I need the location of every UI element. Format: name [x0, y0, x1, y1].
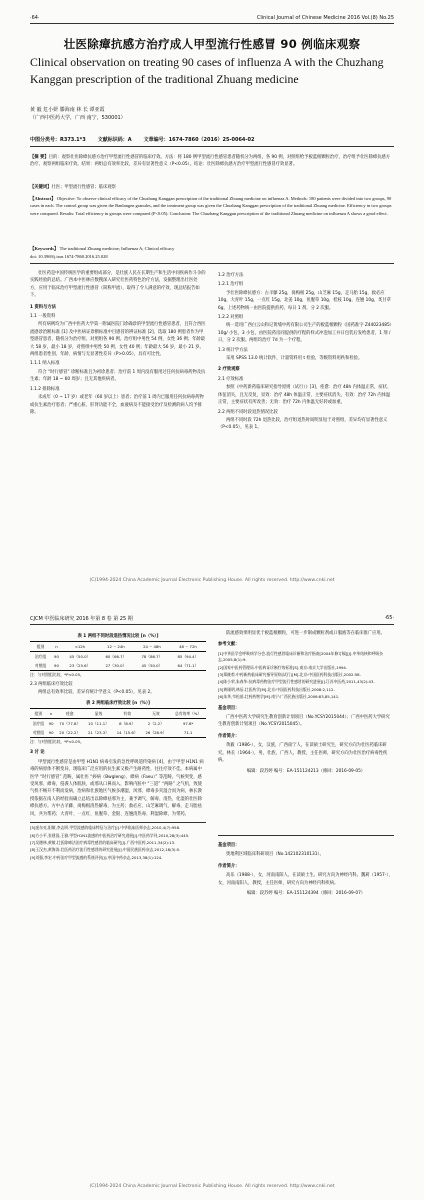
reference-item: [6]方小平,张建国,王雅.甲型H1N1流感的中医药治疗研究进展[J].中医药学刊,2010,28(3):445.	[30, 832, 190, 838]
references-list	[218, 651, 394, 701]
table-cell: 85（94.4）	[177, 654, 199, 660]
right-column	[218, 270, 394, 433]
table-header-cell: 组别	[36, 644, 45, 650]
author-title: 作者简介：	[218, 733, 240, 739]
fund-title: 基金项目：	[218, 705, 240, 711]
table-header-cell: 48 ~ 72h	[179, 644, 197, 650]
editor-line: 编辑：段苏婷 编号：EA-151124394（修回：2016-09-07）	[246, 890, 366, 896]
table-cell: 90	[54, 663, 59, 669]
table-cell: 45（50.0）	[141, 663, 163, 669]
table-cell: 8（8.9）	[119, 720, 136, 726]
reference-item: [5]庞东亮,阳敏,李志明.甲型流感的临床特征与治疗[J].中华临床医师杂志,2010,4(7):958.	[30, 825, 181, 831]
table-cell: 64（71.1）	[177, 663, 199, 669]
table-cell: 23（25.6）	[69, 663, 91, 669]
table-header-row	[30, 642, 206, 652]
reference-item: [1]中华医学会呼吸病学分会.流行性感冒临床诊断和治疗指南[2004年修订稿][J].中华结核和呼吸杂志,2005,8(1):9.	[218, 650, 383, 663]
header-journal: CJCM 中医临床研究 2016 年第 8 卷 第 25 期	[30, 616, 133, 622]
body-paragraph: 未成年（0 ~ 17 岁）或老年（60 岁以上）患者；治疗前 1 周内已服用任何抗病毒药物或抗生素治疗患者；严重心脏、肝肾功能不全、血液病及不能接受治疗及检测的病人均予排除。	[30, 395, 204, 415]
body-paragraph: 两组不同时段 72h 退热比较，治疗组退热时间明显短于对照组，差异均有显著性意义（P<0.05），见表 1。	[218, 417, 388, 431]
table-header-cell: 组别	[34, 710, 43, 716]
fund-text: 奥地利区域临床科研项目（No.142102310131）。	[226, 852, 324, 858]
table-cell: 71.1	[183, 729, 193, 735]
subsection-heading: 1.1 一般资料	[30, 314, 56, 320]
title-english: Clinical observation on treating 90 cases of influenza A with the Chuzhang Kanggan prescription of the traditional Zhuang medicine	[30, 55, 384, 86]
table-cell: 45（50.0）	[69, 654, 91, 660]
table2	[30, 708, 206, 738]
table-header-cell: 12 ~ 24h	[107, 644, 125, 650]
subsection-heading: 1.2.2 对照组	[218, 315, 244, 321]
abstract-english	[30, 195, 394, 217]
table-cell: 26（28.9）	[145, 729, 167, 735]
subsection-heading: 1.1.1 纳入标准	[30, 361, 60, 367]
section-heading: 3 讨 论	[30, 750, 45, 756]
table-cell: 对照组	[32, 729, 45, 735]
table-cell: 治疗组	[32, 720, 45, 726]
second-article-tail	[218, 835, 394, 897]
table-header-cell: 痊愈	[65, 710, 74, 716]
page-2	[0, 600, 424, 1200]
table-cell: 70（77.8）	[59, 720, 81, 726]
abstract-cn-text: 目的：观察壮医除瘴抗感方治疗甲型流行性感冒的临床疗效。方法：将 180 例甲型流行性感冒患者随机分为两组，各 90 例，对照组给予板蓝根颗粒治疗，治疗组予壮医除瘴抗感方治疗。观察两组临床疗效。结果：两组总有效率比较，差异有显著性意义（P<0.05）。结论：壮医除瘴抗感方治疗甲型流行性感冒疗效显著。	[30, 155, 391, 168]
references-continued	[30, 822, 206, 861]
abstract-chinese	[30, 154, 394, 169]
table-cell: 60（66.7）	[105, 654, 127, 660]
table-row	[30, 719, 206, 729]
body-paragraph: 予壮医除瘴抗感方：古羊藤 25g，岗梅根 25g，山芝麻 15g，走马胎 15g，救必应 10g，大青叶 15g，一点红 15g，北姜 10g，鱼腥草 10g，桂枝 10g，连翘 10g，炙甘草 6g，上述药物统一由医院提供煎药，每日 1 剂，分 2 次服。	[218, 290, 391, 311]
running-header	[30, 615, 394, 625]
classification-line	[30, 136, 394, 147]
editor-line: 编辑：段苏婷 编号：EA-151124213（修回：2016-09-05）	[246, 768, 366, 774]
fund-text: 广西中医药大学研究生教育创新计划项目（No.YCSY2015044）；广西中医药大学研究生教育创新计划项目（No.YCSY2015045）。	[218, 715, 390, 728]
table-row	[30, 728, 206, 738]
subsection-heading: 1.2 治疗方法	[218, 273, 244, 278]
table-cell: 90	[48, 729, 54, 735]
body-paragraph: 两组总有效率比较，差异有统计学意义（P<0.05），见表 2。	[38, 690, 155, 696]
body-paragraph: 符合 “时行感冒” 诊断标准且为初诊患者；治疗前 1 周内没有服用过任何抗病毒药物及抗生素；年龄 18 ~ 60 周岁；且无其他疾病者。	[30, 369, 206, 383]
keywords-cn-label: 【关键词】	[30, 185, 52, 190]
table-cell: 对照组	[34, 663, 47, 669]
body-paragraph: 统一选用广西白云山和记黄埔中药有限公司生产的板蓝根颗粒（国药准字 Z44023485）10g/ 小包，3 小包，由医院药房同提供的疗程的样式冲泡加工并日包装后发给患者，1 剂 / 日，分 2 次服。两组均治疗 7d 为一个疗程。	[218, 323, 394, 344]
header-journal: Clinical Journal of Chinese Medicine 2016 Vol.(8) No.25	[256, 15, 394, 21]
left-column	[30, 270, 206, 417]
table-cell: 90	[48, 720, 54, 726]
table-row	[30, 661, 206, 671]
table-header-cell: 有效	[123, 710, 131, 716]
keywords-en-text: The traditional Zhuang medicine; Influenza A; Clinical efficacy	[59, 246, 175, 251]
table-cell: 治疗组	[34, 654, 47, 660]
abstract-cn-label: 【摘 要】	[30, 155, 49, 160]
keywords-cn-text: 壮医；甲型流行性感冒；临床观察	[51, 185, 116, 190]
body-paragraph: 参照《中药新药临床研究指导原则（试行）》[3]，痊愈：治疗 48h 内体温正常，症状、体征消失，且无反复，显效：治疗 48h 体温正常，主要症状消失，有效：治疗 72h 内体温正常，主要症状有所改善；无效：治疗 72h 内体温无好转或加重。	[218, 385, 392, 406]
table-header-cell: n	[49, 710, 53, 716]
section-heading: 2 疗效观察	[218, 367, 240, 373]
table-header-cell: <12h	[74, 644, 86, 650]
abstract-en-label: 【Abstract】	[30, 196, 56, 201]
keywords-en-label: 【Keywords】	[30, 246, 59, 251]
table1-note: 注：与对照组比较，*P<0.05。	[30, 672, 84, 678]
reference-item: [2]国家中医药管理局.中医病证诊断疗效标准[S].南京:南京大学出版社,1994.	[218, 664, 348, 670]
affiliation: （广西中医药大学，广西 南宁，530001）	[30, 115, 126, 121]
header-page-number: ·65·	[384, 615, 394, 621]
subsection-heading: 2.3 两组临床疗效比较	[30, 681, 73, 687]
running-header	[30, 15, 394, 24]
table-cell: 14（15.6）	[116, 729, 138, 735]
table-header-cell: 显效	[94, 710, 103, 716]
abstract-en-text: Objective: To observe clinical efficacy of the Chuzhang Kanggan prescription of the traditional Zhuang medicine on influenza A. Methods: 180 patients were divided into two groups, 90 cases in each. The control group was given the Banlangen granules, and the treatment group was given the Chuzhang Kanggan prescription of the traditional Zhuang medicine. Efficiency in two groups were compared. Results: Total efficiency in groups were compared (P<0.05). Conclusion: The Chuzhang Kanggan prescription of the traditional Zhuang medicine on influenza A shows a good effect.	[30, 196, 392, 216]
reference-item: [5]黄瑾明,林辰.壮医药学[M].北京:中国医药科技出版社,2008:2,112.	[218, 686, 335, 692]
page-footer: (C)1994-2024 China Academic Journal Electronic Publishing House. All rights reserved. http://www.cnki.net	[89, 1184, 335, 1189]
table-cell: 78（86.7）	[141, 654, 163, 660]
table-cell: 20（22.2）	[59, 729, 81, 735]
table-header-row	[30, 709, 206, 719]
table-header-cell: 无效	[152, 710, 160, 716]
author-title: 作者简介：	[218, 863, 240, 869]
doc-code: 文献标识码：A	[97, 137, 132, 143]
doi: doi: 10.3969/j.issn.1674-7860.2016.25.028	[30, 253, 394, 264]
keywords-english	[30, 245, 394, 252]
table-header-cell: 总有效率（%）	[174, 710, 202, 716]
table-header-cell: n	[55, 644, 58, 650]
table-cell: 21（23.3）	[88, 729, 109, 735]
table2-title: 表 2 两组临床疗效比较 [n（%）]	[86, 700, 150, 706]
subsection-heading: 2.1 疗效标准	[218, 376, 244, 382]
author-info: 黄毅（1986-），女，汉族，广西南宁人，在读硕士研究生，研究方向为壮医药临床研究。林长（1964-），男，壮族，广西人，教授，主任医师，研究方向为壮医治疗病毒性疾病。	[218, 743, 388, 764]
table1-title: 表 1 两组不同时段退热情况比较 [n（%）]	[77, 634, 159, 639]
intro-paragraph: 壮医药是中国传统医学的重要组成部分，是壮族人民在长期生产和生活中同疾病作斗争的实践经验的总结。广西本中医林应数搜深入研究壮医药特色治疗方法，发掘整理出壮医处方，应用于临床治疗甲型流行性感冒（简称甲流），取得了令人满意的疗效，现总结报告如下。	[30, 271, 206, 299]
table-cell: 90	[54, 654, 59, 660]
table2-note: 注：与对照组比较，*P<0.05。	[30, 739, 84, 745]
fund-title: 基金项目：	[218, 842, 240, 848]
header-page-number: ·64·	[30, 15, 40, 21]
reference-item: [8]王汉杰,黄海涛.壮医药治疗流行性感冒的研究进展[J].中国民族医药杂志,2012,18(3):5.	[30, 847, 181, 853]
cls-number: 中图分类号：R373.1*3	[30, 137, 86, 143]
keywords-chinese	[30, 184, 394, 191]
body-paragraph: 采用 SPSS 13.0 统计软件，计量资料用 t 检验，等级资料用秩和检验。	[226, 356, 363, 362]
table-cell: 27（30.0）	[105, 663, 127, 669]
reference-item: [3]郑筱萸.中药新药临床研究指导原则(试行)[M].北京:中国医药科技出版社,2002:58.	[218, 672, 361, 678]
table-cell: 2（2.2）	[147, 720, 164, 726]
references-title: 参考文献：	[218, 642, 240, 648]
reference-item: [9]刘强,李宏.中药治疗甲型流感的系统评价[J].中国中药杂志,2013,38(1):124.	[30, 854, 163, 860]
subsection-heading: 1.2.1 治疗组	[218, 282, 244, 288]
reference-item: [4]陈小荣,朱春华.抗病毒药物治疗甲型流行性感冒的研究进展[J].江苏中医药,2011,43(2):43.	[218, 679, 375, 685]
body-paragraph: 防流感效果明显优于板蓝根颗粒，可进一步制成颗粒剂或口服液等在临床推广应用。	[226, 631, 385, 636]
body-paragraph: 所有病例均为广西中医药大学第一附属医院门诊确诊的甲型流行性感冒患者，且符合西医流感诊治断标准 [1] 及中医病证诊断标准中目感冒的辨证标准 [2]，选取 180 例患者作为甲型感冒患者，随机分为治疗组、对照组各 90 例。治疗组中男性 54 例，女性 36 例；年龄最大 58 岁，最小 18 岁，对照组中男性 50 例，女性 40 例；年龄最大 56 岁，最小 21 岁。两组患者性别、年龄、病情与无显著性差异（P>0.05），具有可比性。	[30, 322, 206, 358]
section-heading: 1 资料与方法	[30, 304, 56, 310]
discussion-paragraph: 甲型流行性感冒是由甲型 H1N1 病毒引发的急性呼吸道传染病 [4]，由于甲型 H1N1 病毒的病原体不断变异，现临床广泛应用的抗生素又极产生耐药性，往往疗效不佳。本病属中医学 “时行感冒” 范畴，属壮医 “痧病（Bwgleng）、瘴病（Faeu）” 等范畴。气候突变，感受风邪、瘴毒，侵袭人体肌肤，或邪从口鼻而入，影响内脏中 “三道” “两路” 之气机，致使气机不畅升不利而发病，治病和壮族地区气候多潮湿，风邪、瘴毒多夹湿合而为病，林长教授依据在南人的经验而确立总结出以除瘴祛邪为主，兼予调气、解毒、清热、化湿的壮医除瘴抗感方。方中古羊藤、岗梅根清热解毒，为主药；救必应、山芝麻调气、解毒，走马胎祛风，共为帮药；大青叶、一点红、鱼腥草、金银、连翘清热毒、利湿除瘴，为带药。	[30, 759, 204, 817]
title-chinese: 壮医除瘴抗感方治疗成人甲型流行性感冒 90 例临床观察	[63, 37, 361, 51]
table-cell: 10（11.1）	[88, 720, 109, 726]
right-column	[218, 630, 394, 898]
reference-item: [6]朱华,韦松基.壮药药物学[M].南宁:广西民族出版社,2006:83,85,141.	[218, 694, 340, 700]
reference-item: [7]吴德林,黄敏.壮医除瘴法治疗病毒性感冒的临床研究[J].广西中医药,2011,34(2):13.	[30, 839, 176, 845]
table-row	[30, 652, 206, 662]
authors: 黄 毅 危小妍 滕海南 林 长 谭亚霞	[30, 107, 105, 113]
table1	[30, 641, 206, 671]
table-header-cell: 24 ~ 48h	[143, 644, 161, 650]
subsection-heading: 2.2 两组不同时段退热情况比较	[218, 409, 278, 415]
table-cell: 97.8*	[182, 720, 194, 726]
left-column	[30, 630, 206, 862]
author-info: 高乐（1988-），女，河南南阳人，在读硕士生。研究方向为神经内科。魏莉（1957-），女，河南南阳人，教授，主任医师，研究方向为神经内科疾病。	[218, 873, 393, 886]
subsection-heading: 1.3 统计学方法	[218, 347, 248, 353]
subsection-heading: 1.1.2 排除标准	[30, 386, 60, 392]
page-footer: (C)1994-2024 China Academic Journal Electronic Publishing House. All rights reserved. http://www.cnki.net	[89, 578, 335, 583]
article-number: 文章编号：1674-7860（2016）25-0064-02	[143, 137, 255, 143]
